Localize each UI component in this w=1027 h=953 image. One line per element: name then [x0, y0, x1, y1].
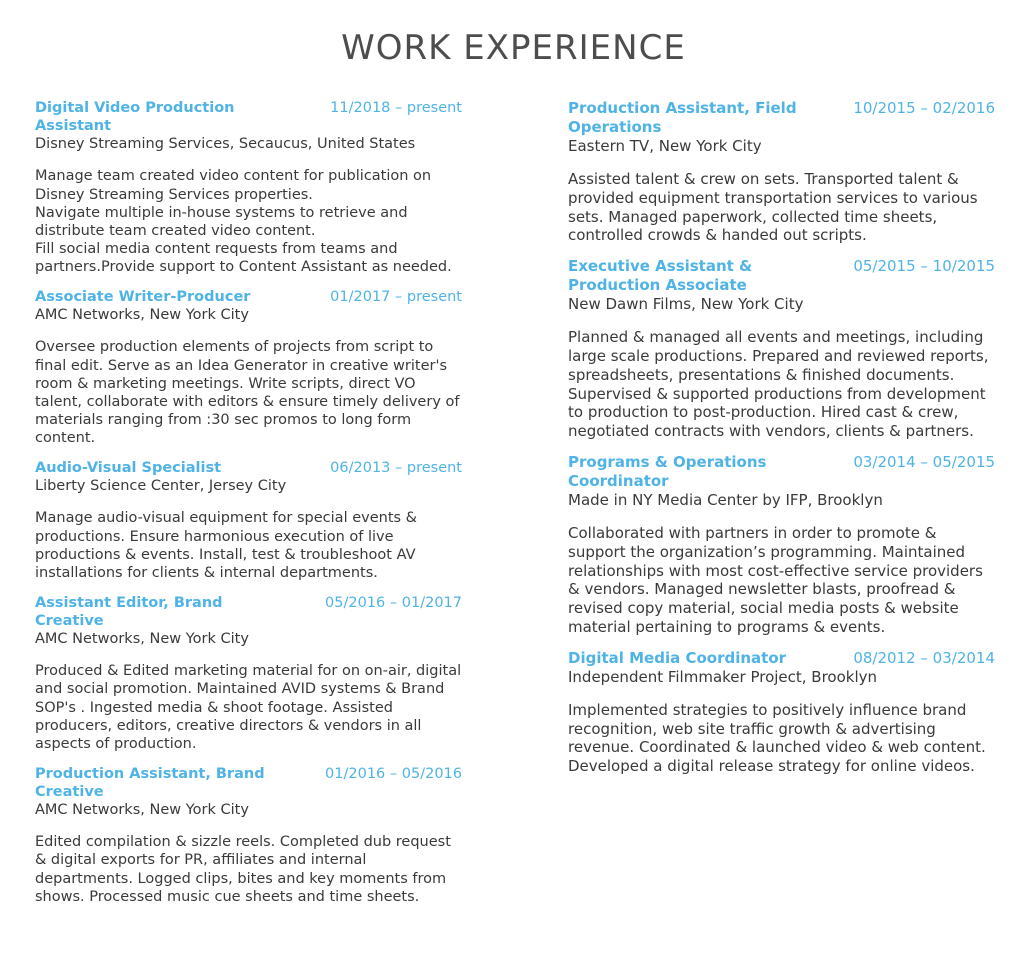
job-dates: 11/2018 – present	[330, 100, 462, 116]
job-description: Assisted talent & crew on sets. Transported talent & provided equipment transportation services to various sets. Managed paperwork, collected time sheets, controlled crowds & handed out scripts.	[568, 170, 978, 245]
job-title: Production Assistant, Field Operations	[568, 99, 797, 136]
job-header	[568, 99, 995, 137]
job-company: Independent Filmmaker Project, Brooklyn	[568, 667, 878, 686]
job-title: Digital Media Coordinator	[568, 648, 787, 667]
job-title: Assistant Editor, Brand Creative	[35, 594, 223, 629]
job-description: Collaborated with partners in order to promote & support the organization’s programming. Maintained relationships with most cost-effective service providers & vendors. Managed newsletter blasts, proofread & revised copy material, social media posts & website material pertaining to programs & events.	[568, 523, 983, 636]
job-header	[35, 459, 462, 477]
job-dates: 05/2016 – 01/2017	[325, 594, 462, 611]
job-dates: 08/2012 – 03/2014	[853, 648, 995, 667]
right-column	[568, 99, 995, 788]
job-entry	[35, 459, 462, 582]
job-title: Audio-Visual Specialist	[35, 460, 222, 477]
job-entry	[568, 649, 995, 776]
job-dates: 05/2015 – 10/2015	[853, 257, 995, 276]
left-column	[35, 99, 462, 918]
job-title: Digital Video Production Assistant	[35, 100, 235, 135]
job-header	[35, 99, 462, 135]
job-dates: 10/2015 – 02/2016	[853, 99, 995, 117]
job-entry	[35, 288, 462, 447]
job-company: Liberty Science Center, Jersey City	[35, 478, 287, 495]
job-company: Made in NY Media Center by IFP, Brooklyn	[568, 490, 883, 509]
job-entry	[35, 99, 462, 276]
job-title: Associate Writer-Producer	[35, 289, 251, 306]
job-title: Programs & Operations Coordinator	[568, 452, 767, 490]
job-description: Oversee production elements of projects from script to final edit. Serve as an Idea Generator in creative writer's room & marketing meetings. Write scripts, direct VO talent, collaborate with editors & ensure timely delivery of materials ranging from :30 sec promos to long form content.	[35, 339, 460, 446]
job-entry	[568, 453, 995, 637]
job-description: Edited compilation & sizzle reels. Completed dub request & digital exports for PR, affiliates and internal departments. Logged clips, bites and key moments from shows. Processed music cue sheets and time sheets.	[35, 834, 451, 905]
job-description: Manage audio-visual equipment for special events & productions. Ensure harmonious execution of live productions & events. Install, test & troubleshoot AV installations for clients & internal departments.	[35, 510, 417, 581]
job-company: Eastern TV, New York City	[568, 137, 762, 155]
job-header	[35, 765, 462, 801]
job-title: Executive Assistant & Production Associate	[568, 257, 753, 295]
job-dates: 06/2013 – present	[330, 460, 462, 477]
job-entry	[35, 594, 462, 753]
job-company: AMC Networks, New York City	[35, 631, 249, 648]
job-description: Planned & managed all events and meetings, including large scale productions. Prepared and reviewed reports, spreadsheets, presentations & finished documents. Supervised & supported productions from development to production to post-production. Hired cast & crew, negotiated contracts with vendors, clients & partners.	[568, 328, 989, 441]
job-header	[568, 257, 995, 295]
job-header	[35, 594, 462, 630]
job-header	[35, 288, 462, 306]
job-entry	[568, 99, 995, 245]
job-company: AMC Networks, New York City	[35, 802, 249, 819]
job-company: AMC Networks, New York City	[35, 307, 249, 324]
job-description: Manage team created video content for publication on Disney Streaming Services properties. Navigate multiple in-house systems to retrieve and distribute team created video content. Fill social media content requests from teams and partners.Provide support to Content Assistant as needed.	[35, 168, 452, 275]
job-dates: 03/2014 – 05/2015	[853, 452, 995, 471]
job-header	[568, 649, 995, 668]
job-title: Production Assistant, Brand Creative	[35, 765, 265, 800]
page-title: WORK EXPERIENCE	[341, 28, 686, 68]
job-dates: 01/2017 – present	[330, 289, 462, 306]
job-company: New Dawn Films, New York City	[568, 295, 804, 314]
job-dates: 01/2016 – 05/2016	[325, 765, 462, 782]
job-description: Implemented strategies to positively influence brand recognition, web site traffic growth & advertising revenue. Coordinated & launched video & web content. Developed a digital release strategy for online videos.	[568, 700, 986, 776]
job-entry	[568, 257, 995, 441]
job-description: Produced & Edited marketing material for on on-air, digital and social promotion. Maintained AVID systems & Brand SOP's . Ingested media & shoot footage. Assisted producers, editors, creative directors & vendors in all aspects of production.	[35, 663, 462, 752]
job-entry	[35, 765, 462, 906]
job-company: Disney Streaming Services, Secaucus, United States	[35, 136, 416, 153]
job-header	[568, 453, 995, 491]
